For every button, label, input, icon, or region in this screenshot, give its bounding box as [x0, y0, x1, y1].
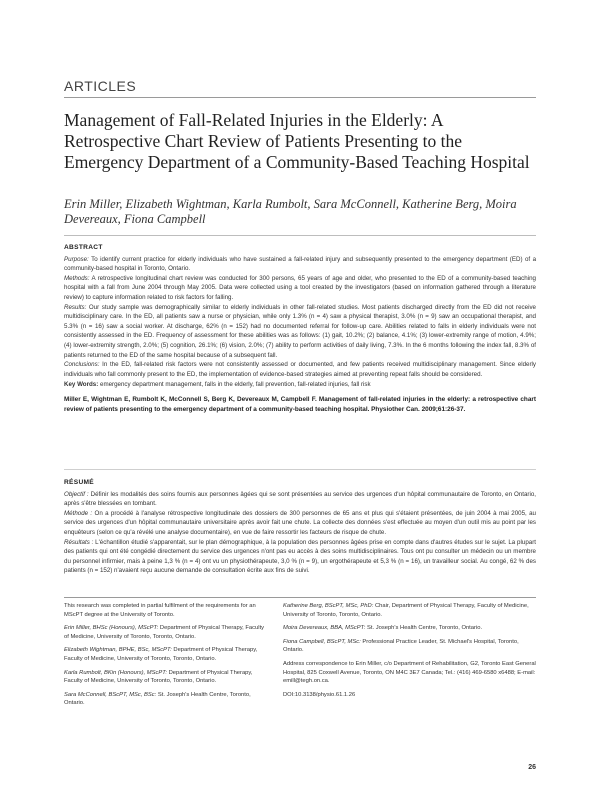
footnote-text: Department of Physical Therapy, Faculty of Medicine, University of Toronto, Toronto, Ontario.: [64, 669, 253, 685]
page-number: 26: [528, 764, 536, 771]
footnote-text: Department of Physical Therapy, Faculty of Medicine, University of Toronto, Toronto, Ontario.: [64, 647, 258, 662]
resume-text: On a procédé à l'analyse rétrospective longitudinale des dossiers de 300 personnes de 65 ans et plus qui s'étaient présentées, de juin 2004 à mai 2005, au service des urgences d'un hôpital communautaire universitaire après avoir fait une chute. La collecte des données s'est effectuée au moyen d'un outil mis au point par les enquêteurs (selon ce qu'a révélé une analyse documentaire), en vue de faire ressortir les facteurs de risque de chute.: [64, 509, 536, 536]
resume-label: Méthode :: [64, 509, 93, 517]
abstract-label: Results:: [64, 303, 87, 311]
abstract-heading: ABSTRACT: [64, 244, 103, 251]
footnote: [283, 602, 536, 619]
abstract-methods: [64, 274, 536, 303]
resume-label: Résultats :: [64, 538, 94, 546]
resume-rule: [64, 469, 536, 470]
footnotes-right: [283, 602, 536, 704]
abstract-label: Purpose:: [64, 255, 89, 263]
resume-methode: [64, 509, 536, 538]
article-title: Management of Fall-Related Injuries in the Elderly: A Retrospective Chart Review of Patients Presenting to the Emergency Department of a Community-Based Teaching Hospital: [64, 110, 530, 172]
resume-heading: RÉSUMÉ: [64, 479, 95, 486]
keywords: [64, 380, 536, 390]
footnote: [64, 691, 269, 708]
section-label: ARTICLES: [64, 78, 137, 94]
keywords-text: emergency department management, falls in the elderly, fall prevention, fall-related injuries, fall risk: [100, 381, 371, 389]
resume-text: Définir les modalités des soins fournis aux personnes âgées qui se sont présentées au service des urgences d'un hôpital communautaire de Toronto, en Ontario, après s'être blessées en tombant.: [64, 490, 536, 508]
footnote: [64, 624, 269, 641]
doi: [283, 691, 536, 700]
footnote: [64, 646, 269, 663]
keywords-label: Key Words:: [64, 381, 99, 389]
abstract-purpose: [64, 255, 536, 274]
abstract-rule: [64, 235, 536, 236]
header-rule: [64, 97, 536, 98]
abstract-text: Our study sample was demographically similar to elderly individuals in other fall-related studies. Most patients discharged directly from the ED did not receive multidisciplinary care. In the ED, all patients saw a nurse or physician, while only 1.3% (n = 4) saw a physical therapist, 3.0% (n = 9) saw an occupational therapist, and 5.3% (n = 16) saw a social worker. At discharge, 62% (n = 152) had no documented referral for follow-up care. Abilities related to falls in elderly individuals were not consistently assessed in the ED. Frequency of assessment for these abilities was as follows: (1) gait, 10.2%; (2) balance, 4.1%; (3) lower-extremity range of motion, 4.9%; (4) lower-extremity strength, 2.0%; (5) cognition, 26.1%; (6) vision, 2.0%; (7) ability to perform activities of daily living, 7.3%. In the 6 months following the index fall, 8.3% of patients returned to the ED of the same hospital because of a subsequent fall.: [64, 303, 536, 359]
footnotes-left: [64, 602, 269, 713]
resume-objectif: [64, 490, 536, 509]
abstract-label: Conclusions:: [64, 361, 100, 369]
footnote-text: Professional Practice Leader, St. Michael's Hospital, Toronto, Ontario.: [283, 638, 519, 654]
footnote-text: St. Joseph's Health Centre, Toronto, Ontario.: [64, 691, 251, 707]
footnote-name: Fiona Campbell, BScPT, MSc:: [283, 638, 361, 645]
footnote-text: Department of Physical Therapy, Faculty of Medicine, University of Toronto, Toronto, Ontario.: [64, 625, 265, 640]
footnote-name: Karla Rumbolt, BKin (Honours), MScPT:: [64, 669, 167, 676]
abstract-label: Methods:: [64, 274, 90, 282]
footnote: [64, 669, 269, 686]
abstract-section: [64, 243, 536, 414]
abstract-conclusions: [64, 360, 536, 379]
footnote-name: Moira Devereaux, BBA, MScPT:: [283, 625, 366, 632]
footnote: [64, 602, 269, 619]
footnote-text: Chair, Department of Physical Therapy, Faculty of Medicine, University of Toronto, Toronto, Ontario.: [283, 603, 529, 618]
footnote-name: Elizabeth Wightman, BPHE, BSc, MScPT:: [64, 647, 172, 654]
citation: Miller E, Wightman E, Rumbolt K, McConnell S, Berg K, Devereaux M, Campbell F. Management of fall-related injuries in the elderly: a retrospective chart review of patients presenting to the emergency department of a community-based teaching hospital. Physiother Can. 2009;61:26-37.: [64, 395, 536, 413]
footnote: [283, 638, 536, 655]
abstract-text: In the ED, fall-related risk factors were not consistently assessed or documented, and few patients received multidisciplinary management. Since elderly individuals who fall commonly present to the ED, the implementation of evidence-based strategies aimed at preventing repeat falls should be considered.: [64, 361, 536, 378]
abstract-results: [64, 303, 536, 361]
resume-section: [64, 478, 536, 576]
resume-resultats: [64, 538, 536, 576]
footnote-text: DOI:10.3138/physio.61.1.26: [283, 691, 356, 698]
footnote: [283, 624, 536, 633]
abstract-text: A retrospective longitudinal chart review was conducted for 300 persons, 65 years of age and older, who presented to the ED of a community-based teaching hospital with a fall from June 2004 through May 2005. Data were collected using a tool created by the investigators (based on information gathered through a literature review) to capture information related to risk factors for falling.: [64, 274, 536, 301]
resume-text: L'échantillon étudié s'apparentait, sur le plan démographique, à la population des personnes âgées prise en compte dans d'autres études sur le sujet. La plupart des patients qui ont été congédié directement du service des urgences n'ont pas eu accès à des soins multidisciplinaires. Tous ont pu consulter un médecin ou un membre du personnel infirmier, mais à peine 1,3 % (n = 4) ont vu un physiothérapeute, 3,0 % (n = 9), un ergothérapeute et 5,3 % (n = 16), un travailleur social. Au congé, 62 % des patients (n = 152) n'avaient reçu aucune demande de consultation écrite aux fins de suivi.: [64, 538, 536, 575]
correspondence-address: [283, 660, 536, 686]
footnote-name: Katherine Berg, BScPT, MSc, PhD:: [283, 603, 374, 609]
resume-label: Objectif :: [64, 490, 89, 498]
footnote-name: Erin Miller, BHSc (Honours), MScPT:: [64, 625, 159, 632]
article-authors: Erin Miller, Elizabeth Wightman, Karla Rumbolt, Sara McConnell, Katherine Berg, Moira Devereaux, Fiona Campbell: [64, 197, 517, 226]
footnote-name: Sara McConnell, BScPT, MSc, BSc:: [64, 691, 157, 698]
footnote-rule: [64, 597, 536, 598]
footnote-text: This research was completed in partial fulfilment of the requirements for an MScPT degree at the University of Toronto.: [64, 603, 256, 618]
footnote-text: Address correspondence to Erin Miller, c/o Department of Rehabilitation, G2, Toronto East General Hospital, 825 Coxwell Avenue, Toronto, ON M4C 3E7 Canada; Tel.: (416) 469-6580 x6488; E-mail: emill@tegh.on.ca.: [283, 660, 536, 685]
footnote-text: St. Joseph's Health Centre, Toronto, Ontario.: [367, 625, 483, 632]
abstract-text: To identify current practice for elderly individuals who have sustained a fall-related injury and subsequently presented to the emergency department (ED) of a community-based hospital in Toronto, Ontario.: [64, 255, 537, 273]
